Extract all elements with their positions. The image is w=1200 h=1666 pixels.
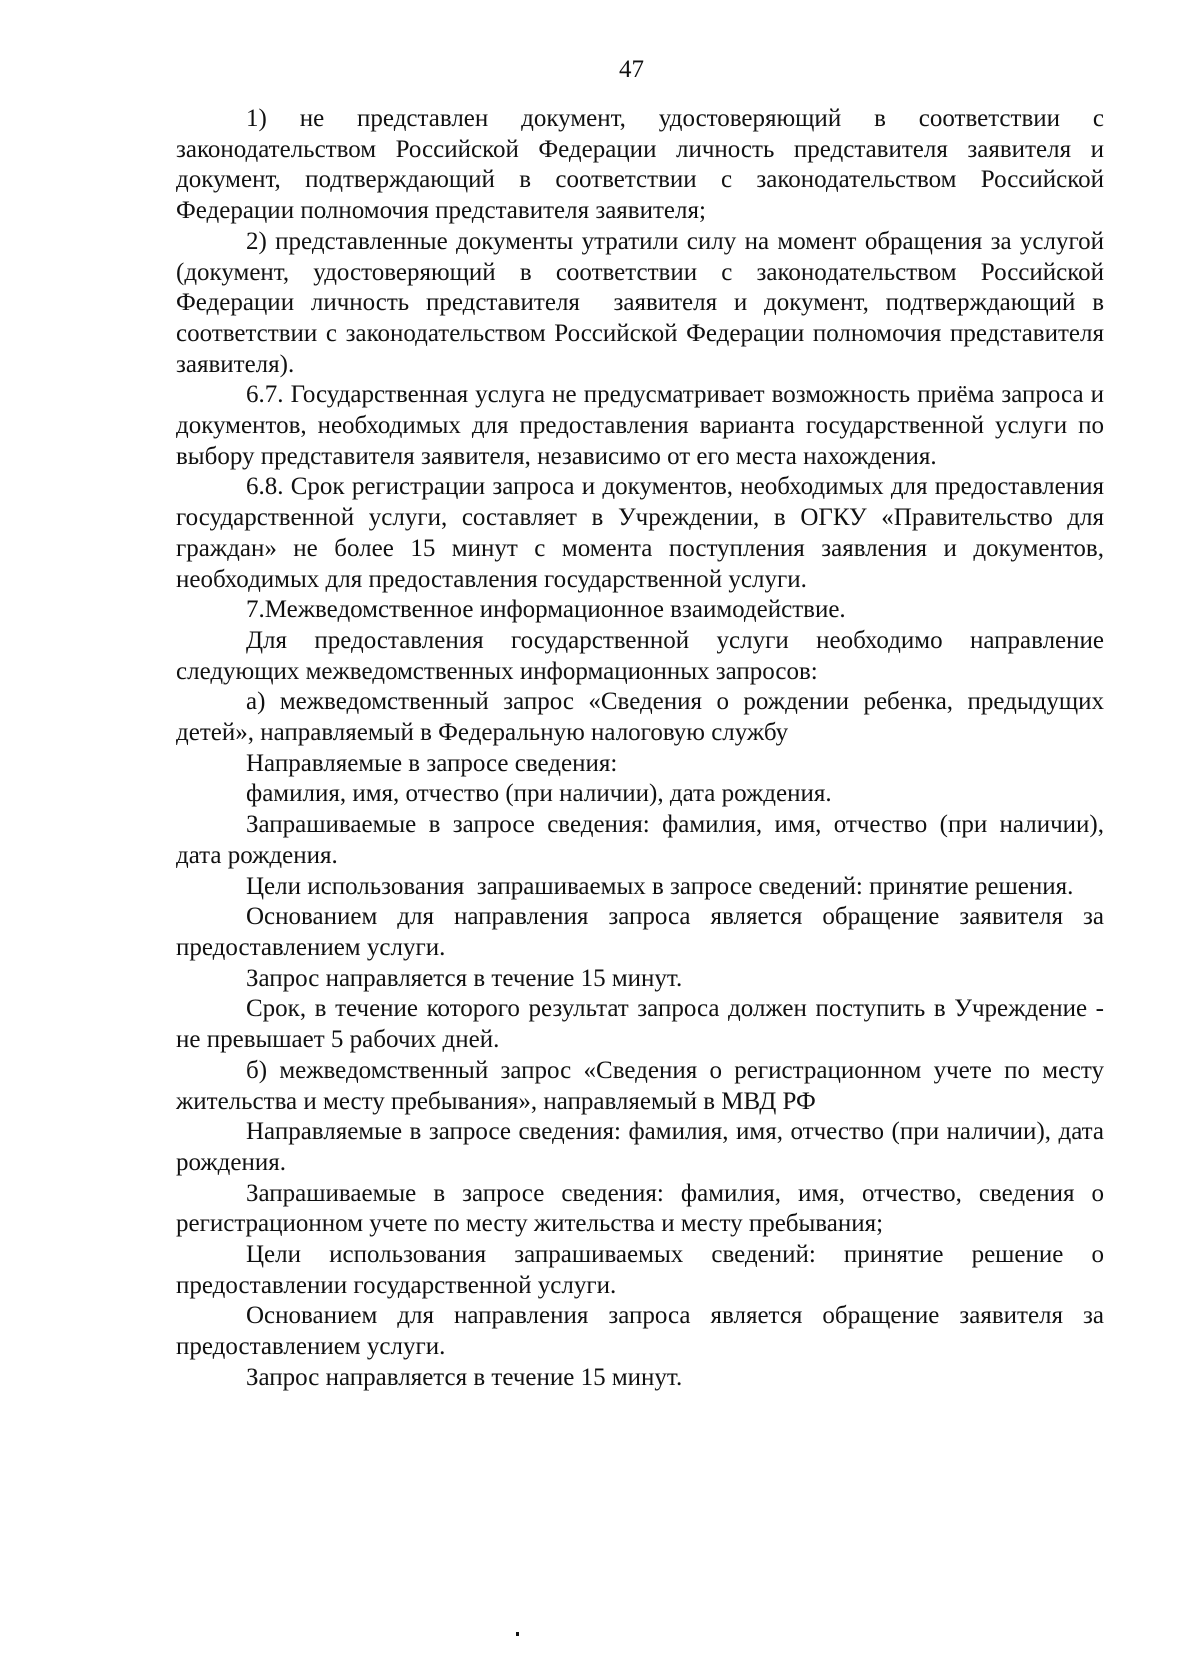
paragraph-6-8: 6.8. Срок регистрации запроса и документов, необходимых для предоставления государственной услуги, составляет в Учреждении, в ОГКУ «Правительство для граждан» не более 15 минут с момента поступления заявления и документов, необходимых для предоставления государственной услуги. <box>176 473 1104 593</box>
paragraph-request-a: а) межведомственный запрос «Сведения о рождении ребенка, предыдущих детей», направляемый в Федеральную налоговую службу <box>176 688 1104 747</box>
paragraph-basis: Основанием для направления запроса является обращение заявителя за предоставлением услуги. <box>176 903 1104 961</box>
paragraph-b-timing: Запрос направляется в течение 15 минут. <box>246 1363 683 1391</box>
paragraph-timing: Запрос направляется в течение 15 минут. <box>246 964 683 992</box>
paragraph-6-7: 6.7. Государственная услуга не предусматривает возможность приёма запроса и документов, необходимых для предоставления варианта государственной услуги по выбору представителя заявителя, независимо от его места нахождения. <box>176 381 1104 470</box>
scan-mark <box>516 1632 519 1636</box>
paragraph-requested-data: Запрашиваемые в запросе сведения: фамилия, имя, отчество (при наличии), дата рождения. <box>176 811 1104 869</box>
paragraph-deadline: Срок, в течение которого результат запроса должен поступить в Учреждение - не превышает 5 рабочих дней. <box>176 995 1104 1054</box>
paragraph-requests-intro: Для предоставления государственной услуги необходимо направление следующих межведомственных информационных запросов: <box>176 626 1104 685</box>
page-number: 47 <box>619 56 644 83</box>
paragraph-b-basis: Основанием для направления запроса является обращение заявителя за предоставлением услуги. <box>176 1302 1104 1361</box>
section-heading-7: 7.Межведомственное информационное взаимодействие. <box>246 596 846 624</box>
paragraph-b-purpose: Цели использования запрашиваемых сведений: принятие решение о предоставлении государственной услуги. <box>176 1241 1104 1299</box>
paragraph-item-1: 1) не представлен документ, удостоверяющий в соответствии с законодательством Российской Федерации личность представителя заявителя и документ, подтверждающий в соответствии с законодательством Российской Федерации полномочия представителя заявителя; <box>176 105 1104 225</box>
paragraph-item-2: 2) представленные документы утратили силу на момент обращения за услугой (документ, удостоверяющий в соответствии с законодательством Российской Федерации личность представителя заявителя и документ, подтверждающий в соответствии с законодательством Российской Федерации полномочия представителя заявителя). <box>176 227 1111 378</box>
paragraph-sent-data-fields: фамилия, имя, отчество (при наличии), дата рождения. <box>246 780 832 808</box>
paragraph-b-sent-data: Направляемые в запросе сведения: фамилия, имя, отчество (при наличии), дата рождения. <box>176 1118 1104 1176</box>
paragraph-sent-data-label: Направляемые в запросе сведения: <box>246 749 618 777</box>
paragraph-request-b: б) межведомственный запрос «Сведения о регистрационном учете по месту жительства и месту пребывания», направляемый в МВД РФ <box>176 1056 1104 1115</box>
document-body <box>176 104 1111 1394</box>
paragraph-b-requested-data: Запрашиваемые в запросе сведения: фамилия, имя, отчество, сведения о регистрационном учете по месту жительства и месту пребывания; <box>176 1179 1104 1238</box>
paragraph-purpose: Цели использования запрашиваемых в запросе сведений: принятие решения. <box>246 872 1074 900</box>
